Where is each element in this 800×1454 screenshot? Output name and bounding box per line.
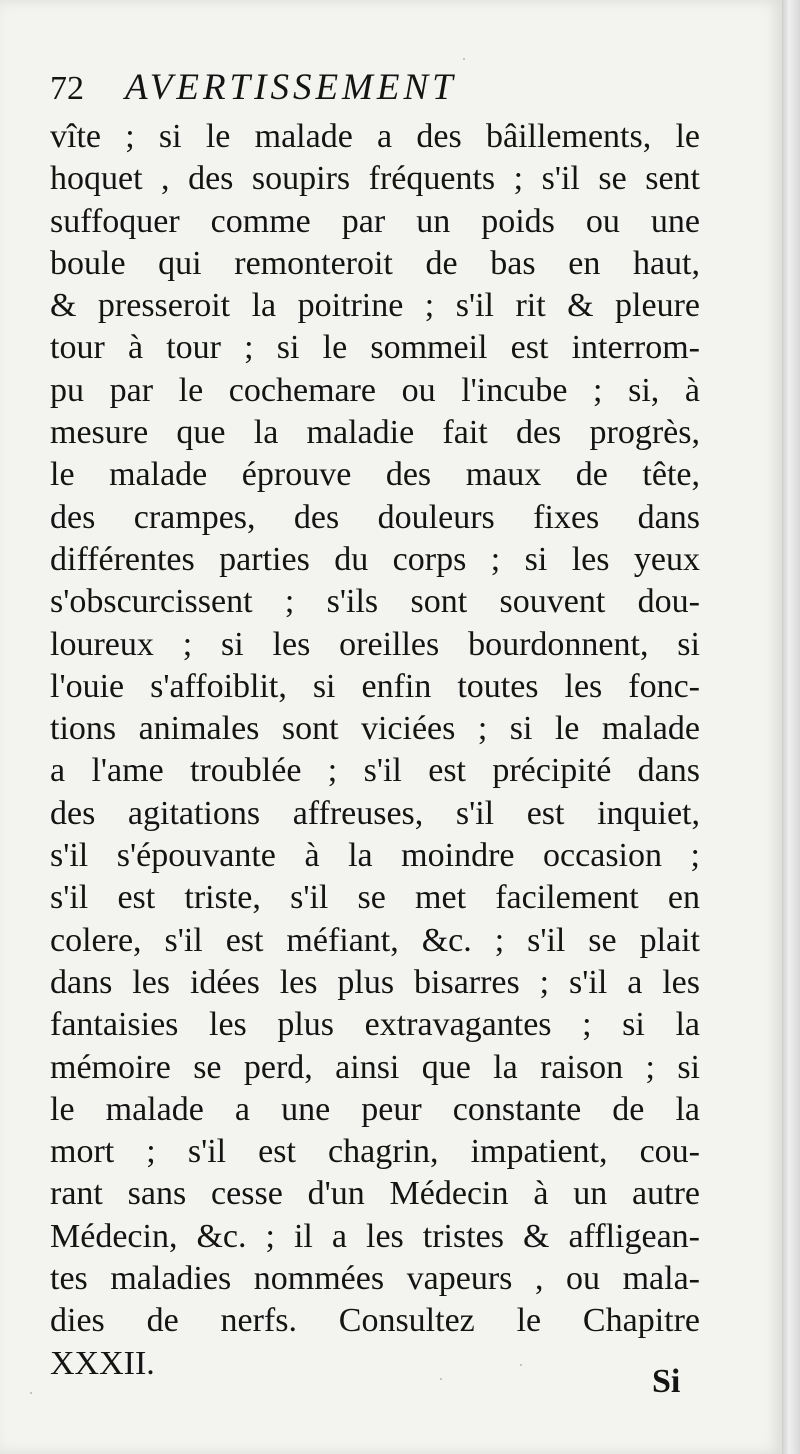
text-line: dies de nerfs. Consultez le Chapitre xyxy=(50,1302,700,1340)
text-line: s'il s'épouvante à la moindre occasion ; xyxy=(50,837,700,875)
page-number: 72 xyxy=(50,70,84,107)
text-line: différentes parties du corps ; si les yeux xyxy=(50,540,700,578)
text-line: hoquet , des soupirs fréquents ; s'il se sent xyxy=(50,160,700,198)
running-head: AVERTISSEMENT xyxy=(125,67,457,108)
text-line: tions animales sont viciées ; si le malade xyxy=(50,710,700,748)
text-line: pu par le cochemare ou l'incube ; si, à xyxy=(50,371,700,409)
text-line: des crampes, des douleurs fixes dans xyxy=(50,498,700,536)
text-line: XXXII. xyxy=(50,1344,155,1382)
text-line: des agitations affreuses, s'il est inquiet, xyxy=(50,794,700,832)
paper-speck xyxy=(463,58,465,60)
text-line: & presseroit la poitrine ; s'il rit & pleure xyxy=(50,287,700,325)
text-line: colere, s'il est méfiant, &c. ; s'il se plait xyxy=(50,921,700,959)
text-line: boule qui remonteroit de bas en haut, xyxy=(50,244,700,282)
text-line: s'obscurcissent ; s'ils sont souvent dou- xyxy=(50,583,700,621)
text-line: mort ; s'il est chagrin, impatient, cou- xyxy=(50,1133,700,1171)
text-line: s'il est triste, s'il se met facilement en xyxy=(50,879,700,917)
paper-speck xyxy=(520,1364,522,1366)
text-line: rant sans cesse d'un Médecin à un autre xyxy=(50,1175,700,1213)
text-line: suffoquer comme par un poids ou une xyxy=(50,202,700,240)
page-edge xyxy=(782,0,800,1454)
body-text xyxy=(50,116,700,1385)
text-line: le malade a une peur constante de la xyxy=(50,1090,700,1128)
paper-speck xyxy=(440,1378,442,1380)
text-line: tour à tour ; si le sommeil est interrom- xyxy=(50,329,700,367)
text-line: mesure que la maladie fait des progrès, xyxy=(50,414,700,452)
text-line: vîte ; si le malade a des bâillements, le xyxy=(50,118,700,155)
text-line: mémoire se perd, ainsi que la raison ; si xyxy=(50,1048,700,1086)
text-line: tes maladies nommées vapeurs , ou mala- xyxy=(50,1260,700,1298)
text-line: l'ouie s'affoiblit, si enfin toutes les fonc- xyxy=(50,667,700,705)
text-line: fantaisies les plus extravagantes ; si la xyxy=(50,1006,700,1044)
text-line: Médecin, &c. ; il a les tristes & affligean- xyxy=(50,1217,700,1255)
page-header xyxy=(50,66,457,116)
text-line: a l'ame troublée ; s'il est précipité dans xyxy=(50,752,700,790)
text-line: dans les idées les plus bisarres ; s'il a les xyxy=(50,963,700,1001)
catchword: Si xyxy=(652,1363,681,1400)
text-line: le malade éprouve des maux de tête, xyxy=(50,456,700,494)
text-line: loureux ; si les oreilles bourdonnent, si xyxy=(50,625,700,663)
paper-speck xyxy=(30,1392,32,1394)
